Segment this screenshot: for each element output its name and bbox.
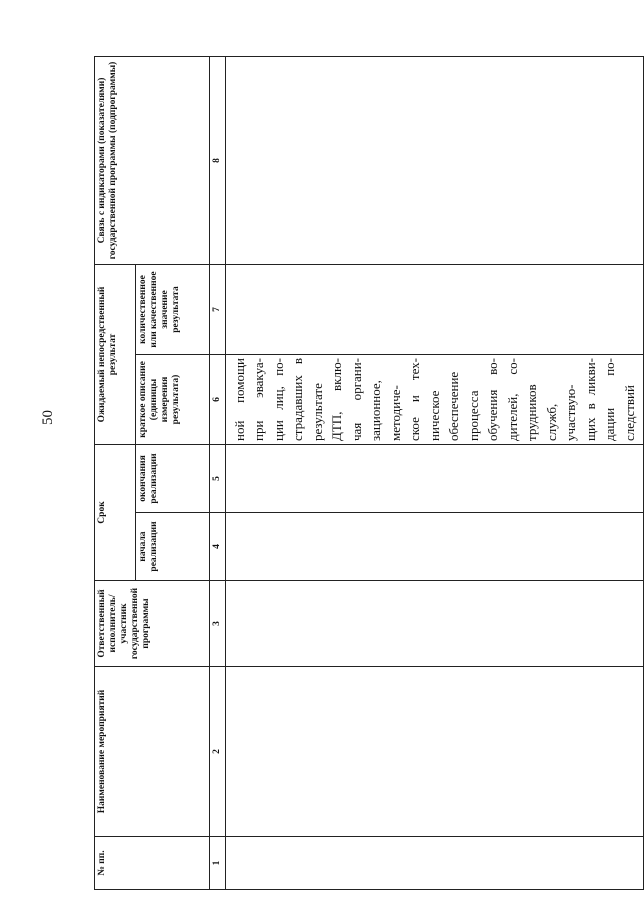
column-number: 5 bbox=[210, 445, 226, 513]
header-term: Срок bbox=[95, 445, 136, 581]
cell-term-start bbox=[225, 513, 644, 581]
text-line: ское и тех- bbox=[407, 358, 423, 441]
text-line: результате bbox=[309, 383, 325, 441]
header-result-value: количественное или качественное значение результата bbox=[136, 265, 210, 355]
cell-name bbox=[225, 667, 644, 837]
text-line: обучения во- bbox=[485, 358, 501, 441]
text-line: щих в ликви- bbox=[582, 358, 598, 441]
text-line: процесса bbox=[465, 390, 481, 441]
measures-table bbox=[94, 56, 644, 890]
cell-result-desc bbox=[225, 355, 644, 445]
text-line: обеспечение bbox=[446, 371, 462, 441]
header-result: Ожидаемый непосредственный результат bbox=[95, 265, 136, 445]
cell-term-end bbox=[225, 445, 644, 513]
header-link: Связь с индикаторами (показателями) государственной программы (подпрограммы) bbox=[95, 57, 210, 265]
rotated-table-wrapper bbox=[94, 57, 637, 890]
header-term-end: окончания реализации bbox=[136, 445, 210, 513]
column-number: 7 bbox=[210, 265, 226, 355]
cell-link bbox=[225, 57, 644, 265]
table-sheet bbox=[94, 57, 637, 890]
cell-responsible bbox=[225, 581, 644, 667]
header-num: № пп. bbox=[95, 837, 210, 890]
cell-result-value bbox=[225, 265, 644, 355]
header-row-1 bbox=[95, 57, 136, 890]
text-line: методиче- bbox=[387, 385, 403, 441]
page-number: 50 bbox=[40, 410, 56, 425]
text-line: ДТП, вклю- bbox=[329, 358, 345, 441]
column-number: 4 bbox=[210, 513, 226, 581]
text-line: страдавших в bbox=[290, 358, 306, 441]
text-line: дителей, со- bbox=[504, 358, 520, 441]
text-line: служб, bbox=[543, 403, 559, 441]
cell-num bbox=[225, 837, 644, 890]
column-number: 2 bbox=[210, 667, 226, 837]
text-line: ной помощи bbox=[231, 358, 247, 441]
text-line: при эвакуа- bbox=[251, 358, 267, 441]
text-line: дации по- bbox=[602, 358, 618, 441]
text-line: ции лиц, по- bbox=[270, 358, 286, 441]
text-line: трудников bbox=[524, 384, 540, 441]
header-result-desc: краткое описание (единицы измерения результата) bbox=[136, 355, 210, 445]
table-row bbox=[225, 57, 644, 890]
column-number: 3 bbox=[210, 581, 226, 667]
column-number-row bbox=[210, 57, 226, 890]
header-responsible: Ответственный исполнитель/ участник государственной программы bbox=[95, 581, 210, 667]
text-line: ническое bbox=[426, 390, 442, 441]
column-number: 8 bbox=[210, 57, 226, 265]
column-number: 1 bbox=[210, 837, 226, 890]
header-name: Наименование мероприятий bbox=[95, 667, 210, 837]
text-line: зационное, bbox=[368, 380, 384, 441]
text-line: следствий bbox=[621, 385, 637, 441]
text-line: чая органи- bbox=[348, 358, 364, 441]
column-number: 6 bbox=[210, 355, 226, 445]
text-line: участвую- bbox=[563, 384, 579, 441]
header-term-start: начала реализации bbox=[136, 513, 210, 581]
